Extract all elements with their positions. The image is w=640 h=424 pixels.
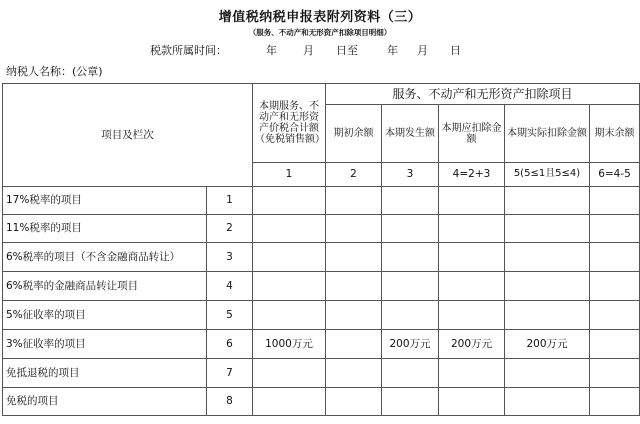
row-line-number: 5 [207,301,253,330]
cell-closing-balance [590,388,640,416]
col-number-1: 1 [253,163,326,187]
cell-opening-balance [326,215,382,243]
table-body [3,187,640,416]
cell-current-amount [382,243,439,272]
row-line-number: 2 [207,215,253,243]
row-label: 免抵退税的项目 [3,359,207,388]
cell-deductible-amount [439,272,505,301]
cell-actual-deduction [505,243,590,272]
row-label: 6%税率的项目（不含金融商品转让） [3,243,207,272]
cell-actual-deduction [505,388,590,416]
cell-current-amount: 200万元 [382,330,439,359]
cell-closing-balance [590,272,640,301]
row-label: 5%征收率的项目 [3,301,207,330]
cell-closing-balance [590,330,640,359]
cell-actual-deduction: 200万元 [505,330,590,359]
item-header: 项目及栏次 [3,84,253,187]
closing-balance-header: 期末余额 [590,105,640,163]
period-day-2: 日 [450,44,461,57]
cell-actual-deduction [505,301,590,330]
deduction-table [2,83,640,416]
period-month-1: 月 [303,44,314,57]
cell-deductible-amount [439,243,505,272]
cell-deductible-amount [439,301,505,330]
cell-deductible-amount: 200万元 [439,330,505,359]
deduction-group-header: 服务、不动产和无形资产扣除项目 [326,84,640,105]
row-label: 17%税率的项目 [3,187,207,215]
cell-current-amount [382,272,439,301]
cell-actual-deduction [505,272,590,301]
table-row [3,330,640,359]
row-label: 3%征收率的项目 [3,330,207,359]
row-line-number: 6 [207,330,253,359]
col-number-3: 3 [382,163,439,187]
cell-sales-amount [253,388,326,416]
row-line-number: 8 [207,388,253,416]
row-label: 6%税率的金融商品转让项目 [3,272,207,301]
cell-closing-balance [590,243,640,272]
cell-sales-amount [253,272,326,301]
cell-sales-amount: 1000万元 [253,330,326,359]
period-year-2: 年 [387,44,398,57]
cell-current-amount [382,359,439,388]
cell-closing-balance [590,187,640,215]
cell-sales-amount [253,215,326,243]
cell-opening-balance [326,359,382,388]
row-line-number: 4 [207,272,253,301]
current-amount-header: 本期发生额 [382,105,439,163]
cell-opening-balance [326,272,382,301]
form-title: 增值税纳税申报表附列资料（三） [218,10,422,25]
cell-closing-balance [590,215,640,243]
form-subtitle: （服务、不动产和无形资产扣除项目明细） [248,28,392,37]
table-row [3,243,640,272]
cell-current-amount [382,301,439,330]
cell-current-amount [382,187,439,215]
cell-deductible-amount [439,359,505,388]
col-number-2: 2 [326,163,382,187]
cell-opening-balance [326,187,382,215]
tax-period-label: 税款所属时间： [150,44,227,57]
cell-opening-balance [326,243,382,272]
row-label: 免税的项目 [3,388,207,416]
actual-deduction-header: 本期实际扣除金额 [505,105,590,163]
cell-deductible-amount [439,187,505,215]
cell-current-amount [382,388,439,416]
cell-sales-amount [253,187,326,215]
cell-actual-deduction [505,359,590,388]
col-number-6: 6=4-5 [590,163,640,187]
cell-sales-amount [253,243,326,272]
row-line-number: 1 [207,187,253,215]
sales-amount-header: 本期服务、不动产和无形资产价税合计额（免税销售额） [253,84,326,163]
col-number-5 [505,163,590,187]
table-row [3,301,640,330]
period-year-1: 年 [266,44,277,57]
period-month-2: 月 [417,44,428,57]
table-row [3,215,640,243]
cell-opening-balance [326,388,382,416]
col-number-5-text: 5(5≤1且5≤4) [513,168,581,179]
cell-current-amount [382,215,439,243]
row-line-number: 3 [207,243,253,272]
row-line-number: 7 [207,359,253,388]
cell-actual-deduction [505,187,590,215]
cell-deductible-amount [439,388,505,416]
taxpayer-name-label: 纳税人名称：(公章) [6,65,103,78]
cell-sales-amount [253,301,326,330]
table-row [3,272,640,301]
table-row [3,187,640,215]
cell-closing-balance [590,301,640,330]
cell-actual-deduction [505,215,590,243]
opening-balance-header: 期初余额 [326,105,382,163]
row-label: 11%税率的项目 [3,215,207,243]
period-day-to: 日至 [336,44,358,57]
cell-deductible-amount [439,215,505,243]
cell-sales-amount [253,359,326,388]
deductible-amount-header: 本期应扣除金额 [439,105,505,163]
col-number-4: 4=2+3 [439,163,505,187]
tax-period-line [0,42,640,58]
cell-opening-balance [326,301,382,330]
table-row [3,359,640,388]
cell-opening-balance [326,330,382,359]
table-row [3,388,640,416]
cell-closing-balance [590,359,640,388]
